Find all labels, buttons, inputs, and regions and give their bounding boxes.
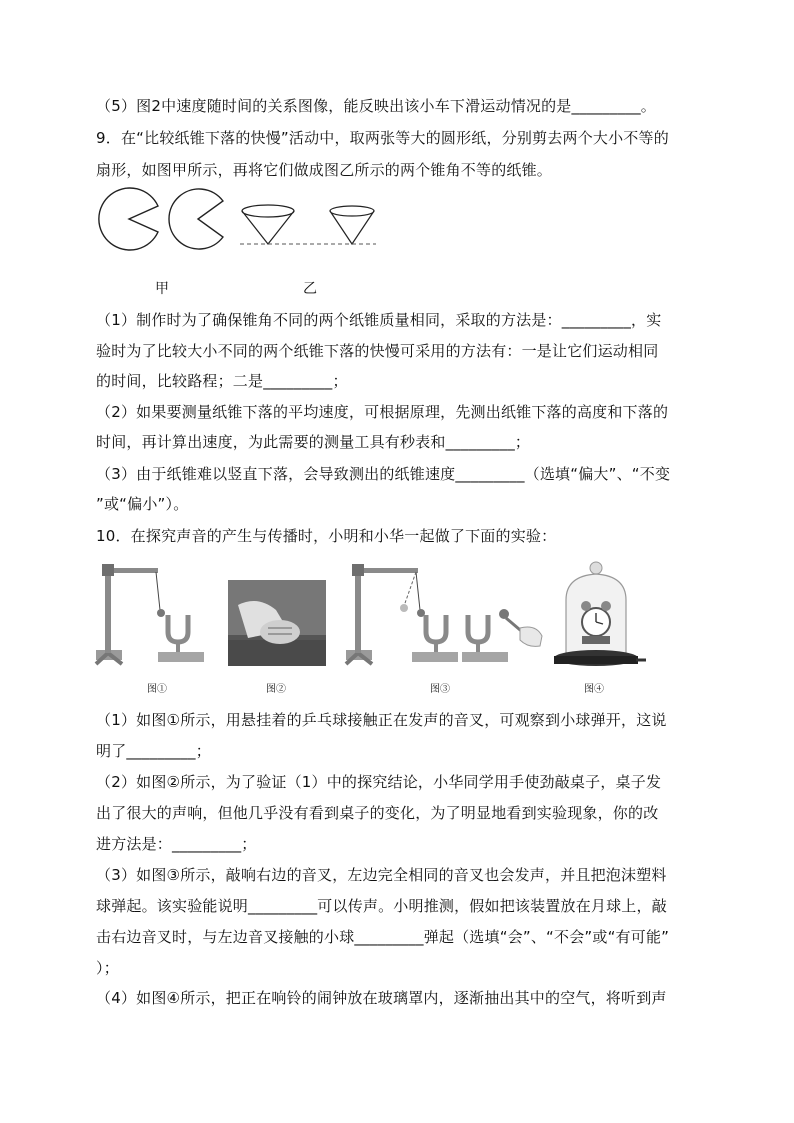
caption-jia: 甲 [155, 281, 169, 297]
cone-narrow-top [330, 206, 374, 216]
caption-fig4: 图④ [584, 684, 604, 695]
figure-2-photo [228, 580, 326, 666]
fist [260, 620, 300, 644]
q9-part2-a: （2）如果要测量纸锥下落的平均速度，可根据原理，先测出纸锥下落的高度和下落的 [96, 403, 669, 421]
q8-part5: （5）图2中速度随时间的关系图像，能反映出该小车下滑运动情况的是_________。 [96, 97, 656, 115]
q9-part3-a: （3）由于纸锥难以竖直下落，会导致测出的纸锥速度_________（选填“偏大”、“不变 [96, 465, 671, 483]
q10-part2-c: 进方法是：_________； [96, 835, 257, 853]
jar-knob [590, 562, 602, 574]
paper-disc-small-cut [99, 188, 158, 250]
q9-stem-1: 9．在“比较纸锥下落的快慢”活动中，取两张等大的圆形纸，分别剪去两个大小不等的 [96, 129, 669, 147]
caption-fig1: 图① [147, 684, 167, 695]
q9-part2-b: 时间，再计算出速度，为此需要的测量工具有秒表和_________； [96, 433, 531, 451]
fork-base [158, 652, 204, 662]
right-fork [468, 615, 488, 642]
cone-wide-top [242, 205, 294, 217]
string [156, 572, 160, 610]
tuning-fork [168, 615, 188, 642]
q9-stem-2: 扇形，如图甲所示，再将它们做成图乙所示的两个锥角不等的纸锥。 [96, 161, 553, 179]
q9-part1-c: 的时间，比较路程；二是_________； [96, 372, 348, 390]
figure-3-two-forks [344, 560, 544, 670]
q10-part2-b: 出了很大的声响，但他几乎没有看到桌子的变化，为了明显地看到实验现象，你的改 [96, 804, 659, 822]
caption-yi: 乙 [303, 281, 317, 297]
q10-part1-a: （1）如图①所示，用悬挂着的乒乓球接触正在发声的音叉，可观察到小球弹开，这说 [96, 711, 667, 729]
q10-part3-a: （3）如图③所示，敲响右边的音叉，左边完全相同的音叉也会发声，并且把泡沫塑料 [96, 866, 667, 884]
q10-stem: 10．在探究声音的产生与传播时，小明和小华一起做了下面的实验： [96, 527, 557, 545]
hand [520, 627, 542, 646]
figure-1-stand-fork [94, 560, 214, 670]
figure-4-bell-jar [552, 560, 648, 672]
q9-part3-b: ”或“偏小”）。 [96, 495, 189, 513]
caption-fig2: 图② [266, 684, 286, 695]
q10-part3-c: 击右边音叉时，与左边音叉接触的小球_________弹起（选填“会”、“不会”或“有可能” [96, 928, 670, 946]
left-fork [426, 615, 446, 642]
q9-part1-b: 验时为了比较大小不同的两个纸锥下落的快慢可采用的方法有：一是让它们运动相同 [96, 342, 659, 360]
caption-fig3: 图③ [430, 684, 450, 695]
ping-pong-ball [157, 609, 165, 617]
paper-cone-figure [94, 186, 384, 256]
paper-disc-large-cut [169, 189, 223, 249]
q10-part2-a: （2）如图②所示，为了验证（1）中的探究结论，小华同学用手使劲敲桌子，桌子发 [96, 773, 662, 791]
q10-part3-b: 球弹起。该实验能说明_________可以传声。小明推测，假如把该装置放在月球上，敲 [96, 897, 667, 915]
q10-part3-d: ）； [96, 959, 119, 977]
q10-part4-a: （4）如图④所示，把正在响铃的闹钟放在玻璃罩内，逐渐抽出其中的空气，将听到声 [96, 989, 667, 1007]
q9-part1-a: （1）制作时为了确保锥角不同的两个纸锥质量相同，采取的方法是：_________，实 [96, 311, 662, 329]
q10-part1-b: 明了_________； [96, 742, 211, 760]
stand-rod [105, 565, 111, 653]
